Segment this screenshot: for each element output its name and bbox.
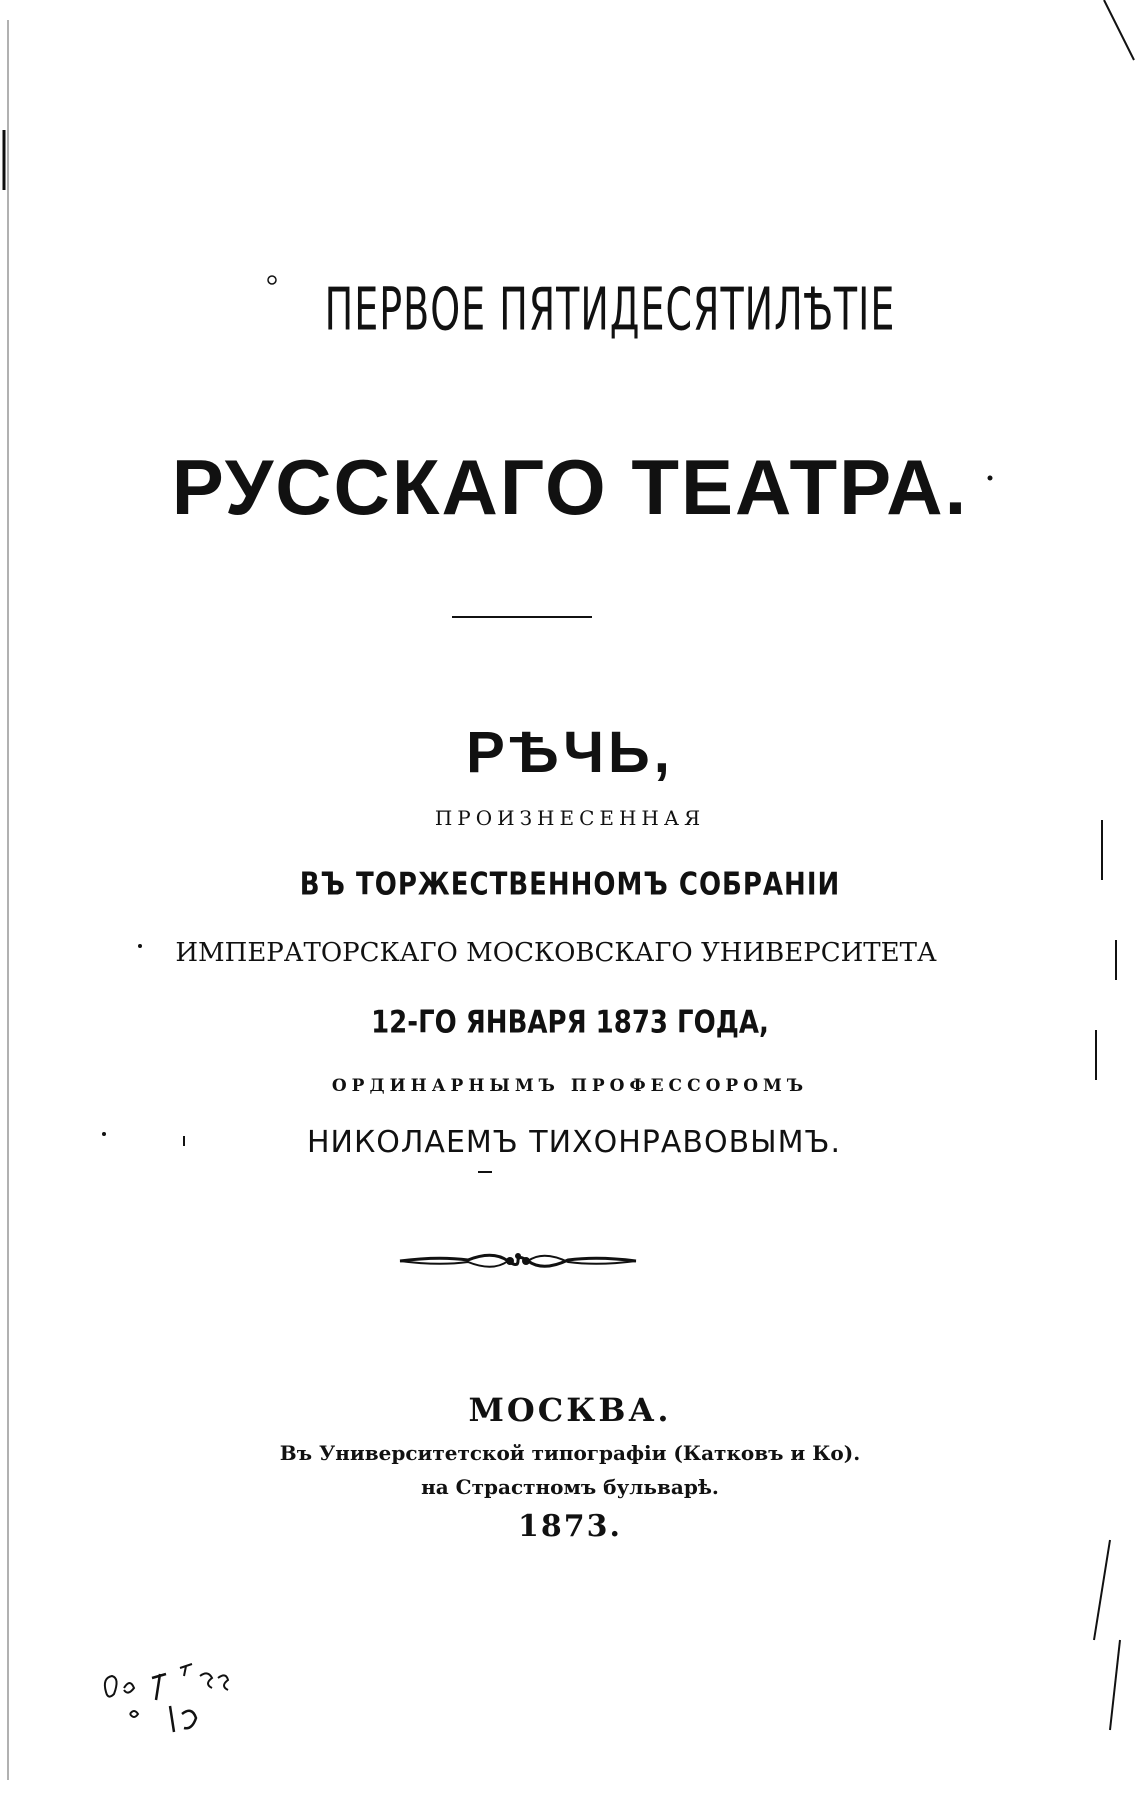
imprint-year: 1873. xyxy=(518,1509,622,1544)
divider-rule xyxy=(452,616,592,618)
imprint-printer: Въ Университетской типографіи (Катковъ и Ко). xyxy=(279,1441,861,1465)
speech-date-line: 12-ГО ЯНВАРЯ 1873 ГОДА, xyxy=(371,1005,769,1041)
title-line-1: ПЕРВОЕ ПЯТИДЕСЯТИЛѢТІЕ xyxy=(324,275,896,344)
title-line-2: РУССКАГО ТЕАТРА. xyxy=(171,443,969,531)
speech-spoken-line: ПРОИЗНЕСЕННАЯ xyxy=(434,806,706,830)
imprint-place: на Страстномъ бульварѣ. xyxy=(421,1475,719,1499)
imprint-city: МОСКВА. xyxy=(468,1391,672,1429)
speech-professor-line: ОРДИНАРНЫМЪ ПРОФЕССОРОМЪ xyxy=(331,1076,809,1096)
speech-university-line: ИМПЕРАТОРСКАГО МОСКОВСКАГО УНИВЕРСИТЕТА xyxy=(175,938,937,968)
speech-assembly-line: ВЪ ТОРЖЕСТВЕННОМЪ СОБРАНІИ xyxy=(299,867,841,903)
speech-author-line: НИКОЛАЕМЪ ТИХОНРАВОВЫМЪ. xyxy=(306,1125,842,1160)
ornament-divider xyxy=(398,1246,638,1276)
speech-heading: РѢЧЬ, xyxy=(466,720,674,785)
handwritten-shelfmark xyxy=(100,1648,270,1738)
